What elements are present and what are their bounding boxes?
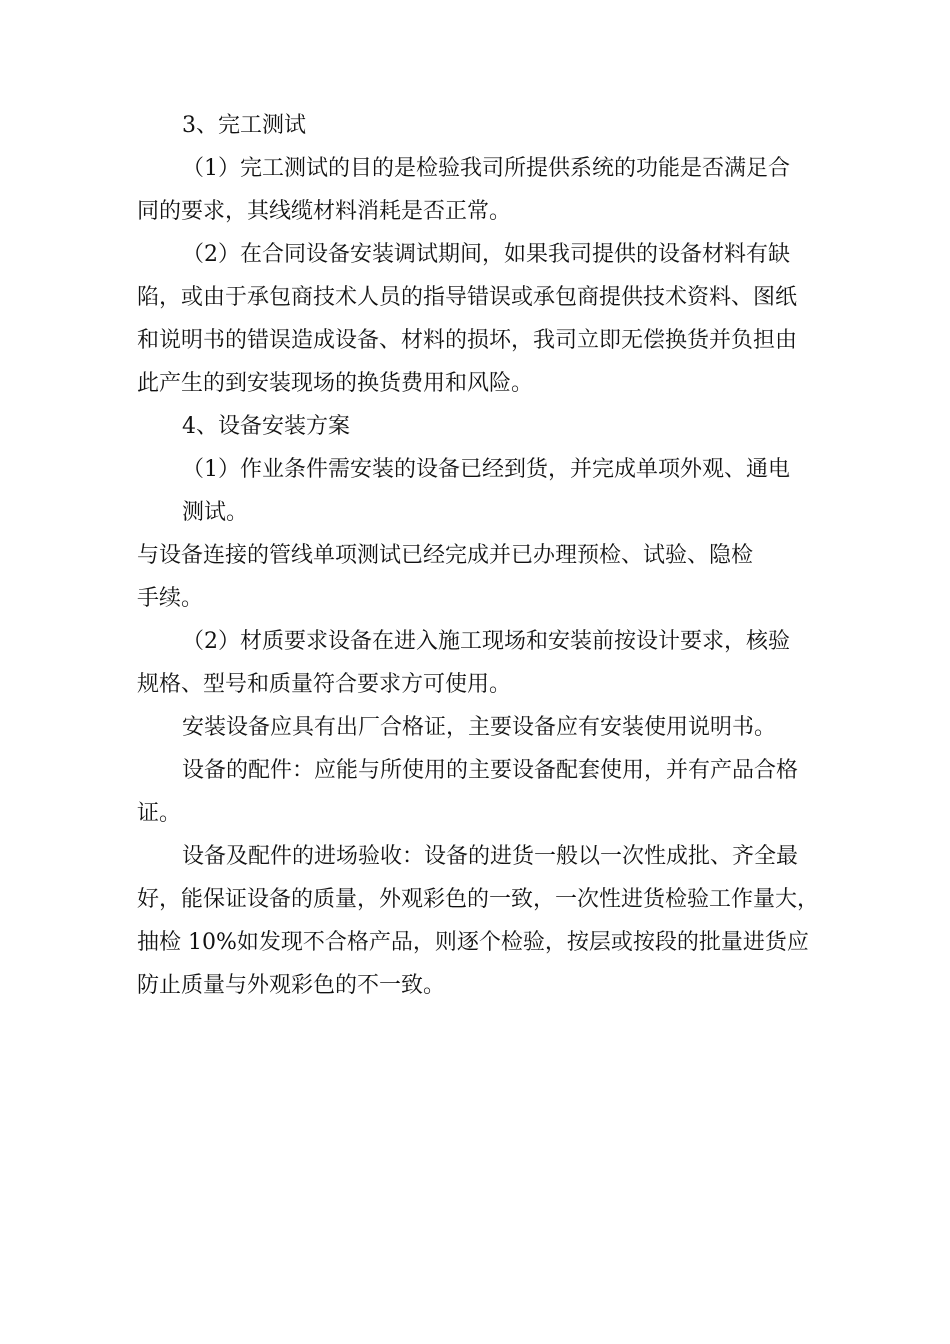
paragraph-line: 设备的配件：应能与所使用的主要设备配套使用，并有产品合格 xyxy=(182,758,799,783)
section-heading-completion-test: 3、完工测试 xyxy=(182,113,306,138)
paragraph-line: 好，能保证设备的质量，外观彩色的一致，一次性进货检验工作量大， xyxy=(137,887,820,912)
paragraph-line: 防止质量与外观彩色的不一致。 xyxy=(137,973,446,998)
paragraph-line: 和说明书的错误造成设备、材料的损坏，我司立即无偿换货并负担由 xyxy=(137,328,798,353)
paragraph-line: 与设备连接的管线单项测试已经完成并已办理预检、试验、隐检 xyxy=(137,543,754,568)
paragraph-line: 证。 xyxy=(137,801,182,826)
paragraph-line: 同的要求，其线缆材料消耗是否正常。 xyxy=(137,199,512,224)
paragraph-line: 抽检 10%如发现不合格产品，则逐个检验，按层或按段的批量进货应 xyxy=(137,930,809,955)
paragraph-line: 设备及配件的进场验收：设备的进货一般以一次性成批、齐全最 xyxy=(182,844,799,869)
paragraph-line: （2）材质要求设备在进入施工现场和安装前按设计要求，核验 xyxy=(182,629,790,654)
section-heading-install-plan: 4、设备安装方案 xyxy=(182,414,350,439)
paragraph-line: （1）作业条件需安装的设备已经到货，并完成单项外观、通电 xyxy=(182,457,790,482)
paragraph-line: （2）在合同设备安装调试期间，如果我司提供的设备材料有缺 xyxy=(182,242,790,267)
paragraph-line: 测试。 xyxy=(182,500,249,525)
paragraph-line: （1）完工测试的目的是检验我司所提供系统的功能是否满足合 xyxy=(182,156,790,181)
paragraph-line: 此产生的到安装现场的换货费用和风险。 xyxy=(137,371,534,396)
paragraph-line: 安装设备应具有出厂合格证，主要设备应有安装使用说明书。 xyxy=(182,715,777,740)
paragraph-line: 陷，或由于承包商技术人员的指导错误或承包商提供技术资料、图纸 xyxy=(137,285,798,310)
paragraph-line: 手续。 xyxy=(137,586,204,611)
paragraph-line: 规格、型号和质量符合要求方可使用。 xyxy=(137,672,512,697)
